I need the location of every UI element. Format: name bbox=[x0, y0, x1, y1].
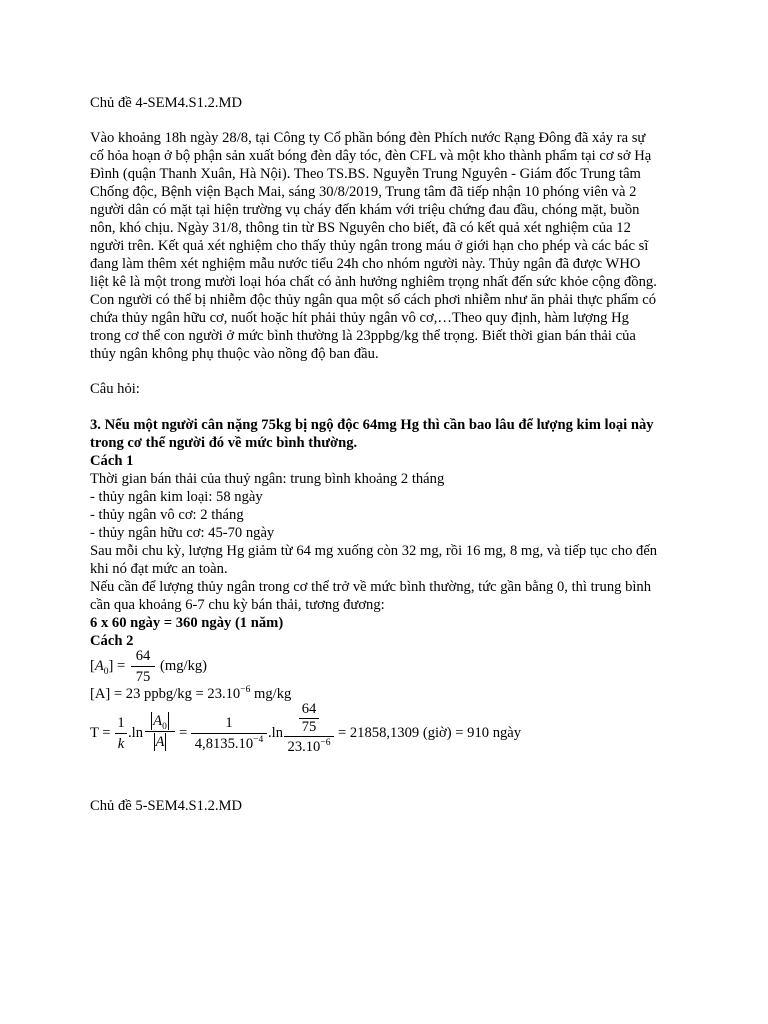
method-1-line: cần qua khoảng 6-7 chu kỳ bán thải, tương đương: bbox=[90, 597, 385, 613]
method-2-title: Cách 2 bbox=[90, 633, 134, 649]
a0-symbol: A bbox=[94, 658, 104, 674]
k-value-mantissa: 4,8135.10 bbox=[194, 736, 254, 752]
a-equation-exponent: −6 bbox=[240, 685, 251, 696]
passage-line: Con người có thể bị nhiễm độc thủy ngân qua một số cách phơi nhiễm như ăn phải thực phẩm có bbox=[90, 292, 657, 308]
fraction-bar bbox=[115, 733, 127, 734]
passage-line: Vào khoảng 18h ngày 28/8, tại Công ty Cổ phần bóng đèn Phích nước Rạng Đông đã xảy ra sự bbox=[90, 130, 646, 146]
passage-line: nôn, khó chịu. Ngày 31/8, thông tin từ BS Nguyên cho biết, đã có kết quả xét nghiệm của 12 bbox=[90, 220, 631, 236]
one-numerator: 1 bbox=[225, 715, 233, 731]
method-1-line: - thủy ngân vô cơ: 2 tháng bbox=[90, 507, 244, 523]
inner-denominator: 75 bbox=[301, 719, 317, 735]
method-1-line: - thủy ngân kim loại: 58 ngày bbox=[90, 489, 263, 505]
a0-subscript: 0 bbox=[103, 666, 109, 677]
outer-denominator bbox=[284, 738, 334, 756]
one-numerator: 1 bbox=[117, 715, 125, 731]
a0-symbol: A bbox=[153, 713, 163, 729]
a-symbol: A bbox=[155, 734, 165, 750]
ln-operator: .ln bbox=[128, 725, 143, 741]
question-label: Câu hỏi: bbox=[90, 381, 140, 397]
a0-denominator: 75 bbox=[135, 669, 151, 685]
passage-line: chứa thủy ngân hữu cơ, nuốt hoặc hít phải thủy ngân vô cơ,…Theo quy định, hàm lượng Hg bbox=[90, 310, 629, 326]
one-over-k-value bbox=[191, 714, 267, 753]
k-value bbox=[191, 735, 267, 753]
question-text: 3. Nếu một người cân nặng 75kg bị ngộ độc 64mg Hg thì cần bao lâu để lượng kim loại này bbox=[90, 417, 654, 433]
a0-bracket bbox=[145, 712, 175, 730]
method-1-line: Sau mỗi chu kỳ, lượng Hg giảm từ 64 mg xuống còn 32 mg, rồi 16 mg, 8 mg, và tiếp tục cho đến bbox=[90, 543, 658, 559]
a0-lhs: $[A_0]$ = bbox=[90, 658, 126, 677]
t-label: T = bbox=[90, 725, 111, 741]
method-1-result: 6 x 60 ngày = 360 ngày (1 năm) bbox=[90, 615, 284, 631]
outer-denominator-exponent: −6 bbox=[320, 738, 331, 749]
passage-line: người trên. Kết quả xét nghiệm cho thấy thủy ngân trong máu ở giới hạn cho phép và các bác sĩ bbox=[90, 238, 649, 254]
k-denominator: k bbox=[117, 736, 125, 752]
topic-heading: Chủ đề 4-SEM4.S1.2.MD bbox=[90, 95, 243, 111]
k-value-exponent: −4 bbox=[253, 735, 264, 746]
method-1-line: Nếu cần để lượng thủy ngân trong cơ thể trở về mức bình thường, tức gần bằng 0, thì trung bình bbox=[90, 579, 652, 595]
fraction-bar bbox=[145, 731, 175, 732]
passage-line: Chống độc, Bệnh viện Bạch Mai, sáng 30/8/2019, Trung tâm đã tiếp nhận 10 phóng viên và 2 bbox=[90, 184, 637, 200]
passage-line: người dân có mặt tại hiện trường vụ cháy đến khám với triệu chứng đau đầu, chóng mặt, buồn bbox=[90, 202, 640, 218]
passage-line: đang làm thêm xét nghiệm mẫu nước tiểu 24h cho nhóm người này. Thủy ngân đã được WHO bbox=[90, 256, 641, 272]
outer-denominator-mantissa: 23.10 bbox=[287, 739, 321, 755]
passage-line: liệt kê là một trong mười loại hóa chất có ảnh hưởng nghiêm trọng nhất đến sức khỏe cộng đồng. bbox=[90, 274, 657, 290]
a0-over-a bbox=[145, 712, 175, 751]
method-1-line: Thời gian bán thải của thuỷ ngân: trung bình khoảng 2 tháng bbox=[90, 471, 445, 487]
t-result: = 21858,1309 (giờ) = 910 ngày bbox=[338, 725, 522, 741]
one-over-k bbox=[115, 714, 127, 753]
method-1-title: Cách 1 bbox=[90, 453, 134, 469]
a-equation bbox=[90, 685, 291, 703]
fraction-bar bbox=[131, 666, 155, 667]
passage-line: thủy ngân không phụ thuộc vào nồng độ ban đầu. bbox=[90, 346, 379, 362]
equals-sign: = bbox=[179, 725, 188, 741]
method-1-line: - thủy ngân hữu cơ: 45-70 ngày bbox=[90, 525, 275, 541]
passage-line: trong cơ thể con người ở mức bình thường là 23ppbg/kg thể trọng. Biết thời gian bán thải của bbox=[90, 328, 636, 344]
a0-subscript: 0 bbox=[162, 721, 167, 732]
passage-line: Đình (quận Thanh Xuân, Hà Nội). Theo TS.BS. Nguyễn Trung Nguyên - Giám đốc Trung tâm bbox=[90, 166, 641, 182]
fraction-bar bbox=[191, 733, 267, 734]
a0-numerator: 64 bbox=[135, 648, 151, 664]
a-equation-unit: mg/kg bbox=[250, 686, 292, 702]
question-text: trong cơ thể người đó về mức bình thường. bbox=[90, 435, 358, 451]
a-equation-text: [A] = 23 ppbg/kg = 23.10 bbox=[90, 686, 241, 702]
a0-fraction bbox=[131, 647, 155, 686]
inner-numerator: 64 bbox=[301, 701, 317, 717]
topic-heading: Chủ đề 5-SEM4.S1.2.MD bbox=[90, 798, 243, 814]
ln-operator: .ln bbox=[268, 725, 283, 741]
passage-line: cố hỏa hoạn ở bộ phận sản xuất bóng đèn dây tóc, đèn CFL và một kho thành phẩm tại cơ sở Hạ bbox=[90, 148, 652, 164]
a-bracket bbox=[145, 733, 175, 751]
inner-fraction bbox=[284, 702, 334, 735]
nested-fraction bbox=[284, 702, 334, 756]
a0-unit: (mg/kg) bbox=[160, 658, 208, 674]
fraction-bar bbox=[284, 736, 334, 737]
method-1-line: khi nó đạt mức an toàn. bbox=[90, 561, 228, 577]
